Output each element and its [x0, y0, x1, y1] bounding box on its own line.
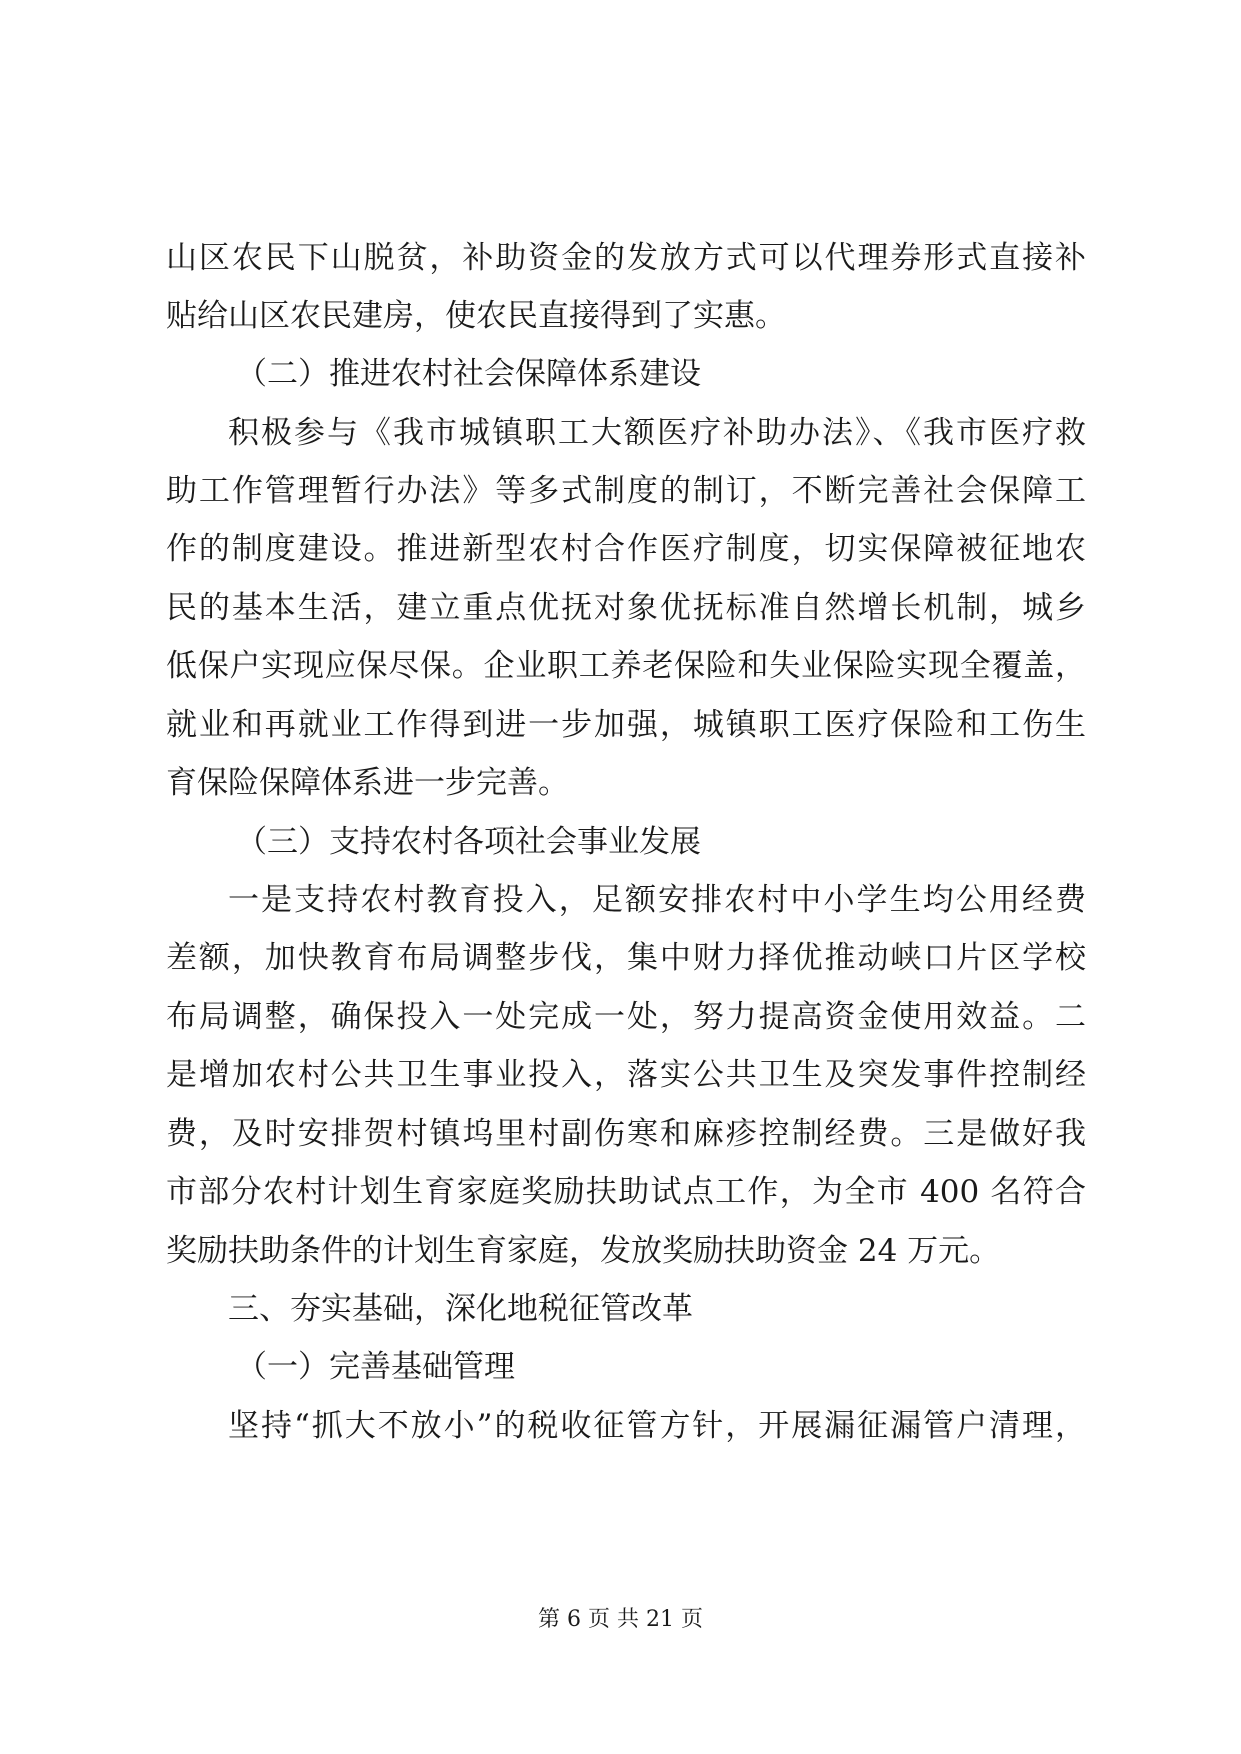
- text-line: 市部分农村计划生育家庭奖励扶助试点工作，为全市 400 名符合: [166, 1174, 1086, 1210]
- text-line: 一是支持农村教育投入，足额安排农村中小学生均公用经费: [228, 882, 1086, 918]
- text-line: 布局调整，确保投入一处完成一处，努力提高资金使用效益。二: [166, 999, 1086, 1035]
- chapter-heading: 三、夯实基础，深化地税征管改革: [228, 1291, 693, 1327]
- section-heading: （一）完善基础管理: [236, 1349, 515, 1385]
- text-line: 就业和再就业工作得到进一步加强，城镇职工医疗保险和工伤生: [166, 707, 1086, 743]
- text-line: 费，及时安排贺村镇坞里村副伤寒和麻疹控制经费。三是做好我: [166, 1116, 1086, 1152]
- text-line: 贴给山区农民建房，使农民直接得到了实惠。: [166, 298, 786, 334]
- text-line: 民的基本生活，建立重点优抚对象优抚标准自然增长机制，城乡: [166, 590, 1086, 626]
- section-heading: （二）推进农村社会保障体系建设: [236, 356, 701, 392]
- text-line: 作的制度建设。推进新型农村合作医疗制度，切实保障被征地农: [166, 531, 1086, 567]
- section-heading: （三）支持农村各项社会事业发展: [236, 824, 701, 860]
- text-line: 差额，加快教育布局调整步伐，集中财力择优推动峡口片区学校: [166, 940, 1086, 976]
- page-number-footer: 第 6 页 共 21 页: [538, 1607, 703, 1632]
- text-line: 低保户实现应保尽保。企业职工养老保险和失业保险实现全覆盖，: [166, 648, 1086, 684]
- text-line: 山区农民下山脱贫，补助资金的发放方式可以代理券形式直接补: [166, 240, 1086, 276]
- text-line: 育保险保障体系进一步完善。: [166, 765, 569, 801]
- text-line: 是增加农村公共卫生事业投入，落实公共卫生及突发事件控制经: [166, 1057, 1086, 1093]
- text-line: 坚持“抓大不放小”的税收征管方针，开展漏征漏管户清理，: [228, 1408, 1086, 1444]
- text-line: 奖励扶助条件的计划生育家庭，发放奖励扶助资金 24 万元。: [166, 1233, 1001, 1269]
- text-line: 助工作管理暂行办法》等多式制度的制订，不断完善社会保障工: [166, 473, 1086, 509]
- text-line: 积极参与《我市城镇职工大额医疗补助办法》、《我市医疗救: [228, 415, 1086, 451]
